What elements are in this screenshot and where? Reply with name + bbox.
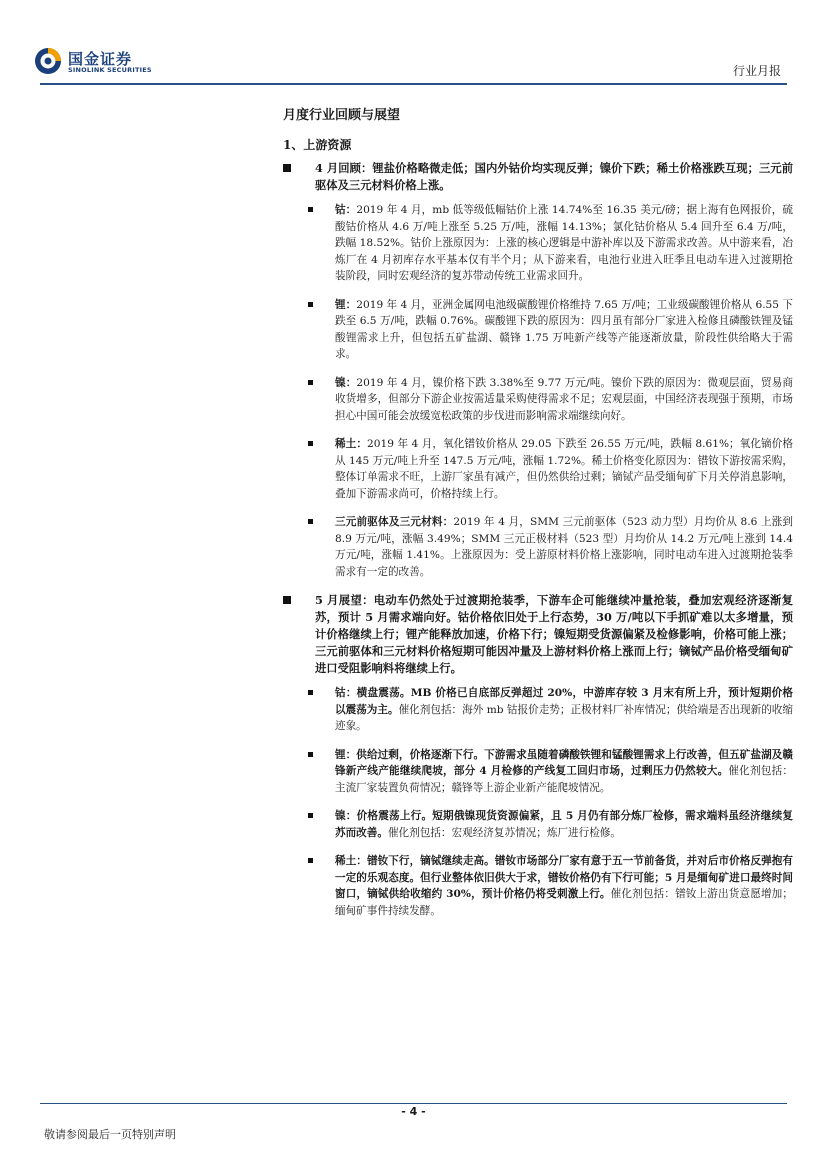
april-review-text: 4 月回顾：锂盐价格略微走低；国内外钴价均实现反弹；镍价下跌；稀土价格涨跌互现；三元前驱体及三元材料价格上涨。 — [315, 161, 793, 192]
list-item — [283, 514, 793, 580]
item-text: 催化剂包括：海外 mb 钴报价走势；正极材料厂补库情况；供给端是否出现新的收缩迹象。 — [335, 703, 793, 732]
header-divider — [40, 83, 787, 85]
item-lead: 镍：价格震荡上行。短期俄镍现货资源偏紧，且 5 月仍有部分炼厂检修，需求端料虽经济继续复苏而改善。 — [335, 810, 793, 839]
item-text: 催化剂包括：宏观经济复苏情况；炼厂进行检修。 — [387, 826, 622, 839]
bullet-icon — [308, 690, 313, 695]
item-text: 2019 年 4 月，亚洲金属网电池级碳酸锂价格维持 7.65 万/吨；工业级碳酸锂价格从 6.55 下跌至 6.5 万/吨，跌幅 0.76%。碳酸锂下跌的原因为：四月虽有部分厂家进入检修且磷酸铁锂及锰酸锂需求上升，但包括五矿盐湖、赣锋 1.75 万吨新产线等产能逐渐放量，阶段性供给略大于需求。 — [335, 298, 794, 360]
report-body — [283, 160, 793, 931]
april-review-heading — [283, 160, 793, 194]
bullet-icon — [308, 813, 313, 818]
square-bullet-icon — [283, 596, 291, 604]
page-number: - 4 - — [401, 1105, 426, 1118]
item-text: 2019 年 4 月，mb 低等级低幅钴价上涨 14.74%至 16.35 美元/磅；据上海有色网报价，硫酸钴价格从 4.6 万/吨上涨至 5.25 万/吨，涨幅 14.13%；氯化钴价格从 5.4 回升至 6.4 万/吨，跌幅 18.52%。钴价上涨原因为：上涨的核心逻辑是中游补库以及下游需求改善。从中游来看，冶炼厂在 4 月初库存水平基本仅有半个月；从下游来看，电池行业进入旺季且电动车进入过渡期抢装阶段，同时宏观经济的复苏带动传统工业需求回升。 — [335, 204, 794, 282]
disclaimer-note: 敬请参阅最后一页特别声明 — [44, 1128, 176, 1141]
list-item — [283, 202, 793, 285]
bullet-icon — [308, 519, 313, 524]
bullet-icon — [308, 207, 313, 212]
item-lead: 稀土： — [335, 438, 368, 450]
item-lead: 锂：供给过剩，价格逐渐下行。下游需求虽随着磷酸铁锂和锰酸锂需求上行改善，但五矿盐湖及赣锋新产线产能继续爬坡，部分 4 月检修的产线复工回归市场，过剩压力仍然较大。 — [335, 748, 793, 777]
item-lead: 三元前驱体及三元材料： — [335, 516, 454, 528]
list-item — [283, 853, 793, 919]
bullet-icon — [308, 441, 313, 446]
report-type-label: 行业月报 — [732, 64, 781, 78]
may-outlook-heading — [283, 592, 793, 677]
item-lead: 镍： — [335, 376, 357, 389]
logo-chinese-name: 国金证券 — [68, 50, 133, 68]
logo-english-name: SINOLINK SECURITIES — [68, 66, 152, 74]
list-item — [283, 747, 793, 797]
list-item — [283, 808, 793, 841]
square-bullet-icon — [283, 164, 291, 172]
subsection-title: 1、上游资源 — [283, 138, 352, 152]
item-text: 2019 年 4 月，氧化镨钕价格从 29.05 下跌至 26.55 万元/吨，跌幅 8.61%；氧化镝价格从 145 万元/吨上升至 147.5 万元/吨，涨幅 1.72%。稀土价格变化原因为：镨钕下游按需采购，整体订单需求不旺，上游厂家虽有减产，但仍然供给过剩；镝铽产品受缅甸矿下月关停消息影响，叠加下游需求尚可，价格持续上行。 — [335, 438, 793, 500]
item-text: 2019 年 4 月，SMM 三元前驱体（523 动力型）月均价从 8.6 上涨到 8.9 万元/吨，涨幅 3.49%；SMM 三元正极材料（523 型）月均价从 14.2 万元/吨上涨到 14.4 万元/吨，涨幅 1.41%。上涨原因为：受上游原材料价格上涨影响，同时电动车进入过渡期抢装季需求有一定的改善。 — [335, 516, 793, 578]
company-logo — [34, 47, 174, 79]
page-header — [0, 0, 827, 90]
item-text: 催化剂包括：主流厂家装置负荷情况；赣锋等上游企业新产能爬坡情况。 — [335, 765, 793, 794]
item-text: 催化剂包括：镨钕上游出货意愿增加；缅甸矿事件持续发酵。 — [335, 888, 794, 917]
item-lead: 稀土：镨钕下行，镝铽继续走高。镨钕市场部分厂家有意于五一节前备货，并对后市价格反弹抱有一定的乐观态度。但行业整体依旧供大于求，镨钕价格仍有下行可能；5 月是缅甸矿进口最终时间窗口，镝铽供给收缩约 30%，预计价格仍将受刺激上行。 — [335, 855, 793, 900]
bullet-icon — [308, 858, 313, 863]
logo-mark-icon — [34, 47, 62, 75]
list-item — [283, 436, 793, 502]
item-text: 2019 年 4 月，镍价格下跌 3.38%至 9.77 万元/吨。镍价下跌的原因为：微观层面，贸易商收货增多，但部分下游企业按需适量采购使得需求不足；宏观层面，中国经济表现强于预期，市场担心中国可能会放缓宽松政策的步伐进而影响需求端继续向好。 — [335, 376, 794, 422]
list-item — [283, 297, 793, 363]
item-lead: 钴： — [335, 204, 357, 216]
bullet-icon — [308, 380, 313, 385]
section-title: 月度行业回顾与展望 — [283, 108, 401, 123]
list-item — [283, 685, 793, 735]
item-lead: 锂： — [335, 298, 357, 311]
list-item — [283, 375, 793, 425]
may-outlook-text: 5 月展望：电动车仍然处于过渡期抢装季，下游车企可能继续冲量抢装，叠加宏观经济逐渐复苏，预计 5 月需求端向好。钴价格依旧处于上行态势，30 万/吨以下手抓矿难以太多增量，预计价格继续上行；锂产能释放加速，价格下行；镍短期受货源偏紧及检修影响，价格可能上涨；三元前驱体和三元材料价格短期可能因冲量及上游材料价格上涨而上行；镝铽产品价格受缅甸矿进口受阻影响料将继续上行。 — [315, 593, 793, 675]
item-lead: 钴：横盘震荡。MB 价格已自底部反弹超过 20%，中游库存较 3 月末有所上升，预计短期价格以震荡为主。 — [335, 687, 793, 716]
footer-divider — [40, 1103, 787, 1104]
bullet-icon — [308, 302, 313, 307]
bullet-icon — [308, 752, 313, 757]
